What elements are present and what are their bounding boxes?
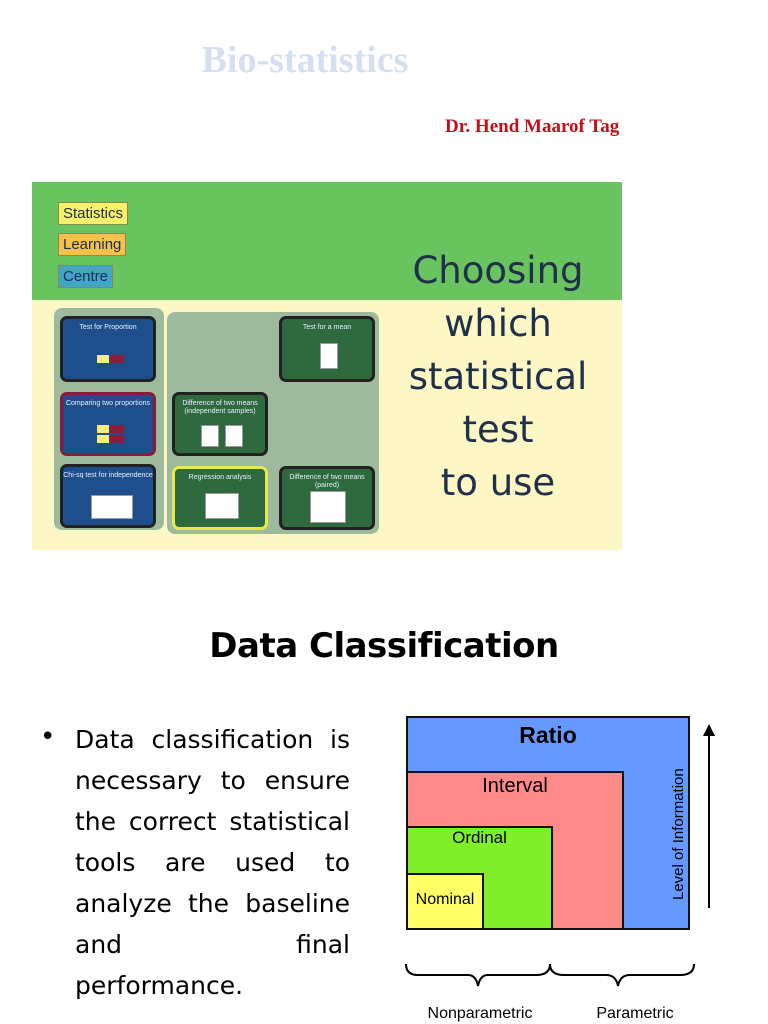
headline-line: test (462, 408, 534, 451)
tile-graph-graphic (205, 493, 239, 519)
sticker-statistics: Statistics (58, 202, 128, 225)
brace-label-nonparametric: Nonparametric (427, 1005, 533, 1022)
level-label-ratio: Ratio (519, 722, 577, 748)
headline-line: which (444, 302, 552, 345)
tile-regression-analysis (172, 466, 268, 530)
brace-nonparametric (406, 964, 550, 986)
tile-label: Test for Proportion (79, 324, 137, 331)
braces (400, 962, 700, 992)
tile-table-graphic (310, 491, 346, 523)
tile-table-graphic (320, 343, 338, 369)
tile-swatch (97, 355, 109, 363)
banner-image (32, 182, 622, 550)
level-of-information-label: Level of Information (670, 768, 687, 900)
tile-label: Test for a mean (302, 324, 352, 331)
tile-label: Difference of two means (independent samples) (182, 400, 258, 415)
tile-difference-two-means-paired (279, 466, 375, 530)
tile-test-for-a-mean (279, 316, 375, 382)
tile-difference-two-means-independent (172, 392, 268, 456)
bullet-text: Data classification is necessary to ensure the correct statistical tools are used to analyze the baseline and final performance. (75, 725, 350, 1000)
tile-label: Comparing two proportions (65, 400, 151, 407)
tile-comparing-two-proportions (60, 392, 156, 456)
level-arrow (700, 724, 720, 910)
tile-label: Difference of two means (paired) (289, 474, 365, 489)
tile-table-graphic (201, 425, 219, 447)
tile-swatch (110, 435, 124, 443)
level-label-ordinal: Ordinal (452, 828, 507, 847)
tile-table-graphic (91, 495, 133, 519)
tile-swatch (97, 425, 109, 433)
banner-headline (368, 244, 622, 509)
headline-line: statistical (408, 355, 588, 398)
tile-swatch (110, 355, 124, 363)
tile-label: Chi-sq test for independence (63, 472, 153, 479)
section-heading: Data Classification (209, 626, 559, 666)
brace-label-parametric: Parametric (596, 1005, 674, 1022)
tile-table-graphic (225, 425, 243, 447)
brace-parametric (550, 964, 694, 986)
sticker-centre: Centre (58, 265, 113, 288)
tile-swatch (110, 425, 124, 433)
tile-test-for-proportion (60, 316, 156, 382)
level-label-interval: Interval (482, 775, 548, 797)
bullet-marker: • (40, 722, 56, 752)
headline-line: Choosing (412, 249, 584, 292)
document-title: Bio-statistics (201, 39, 409, 81)
tile-chi-sq-test (60, 464, 156, 528)
headline-line: to use (440, 461, 556, 504)
tile-label: Regression analysis (188, 474, 252, 481)
level-label-nominal: Nominal (415, 891, 475, 908)
sticker-learning: Learning (58, 233, 126, 256)
document-author: Dr. Hend Maarof Tag (445, 116, 620, 137)
tile-swatch (97, 435, 109, 443)
